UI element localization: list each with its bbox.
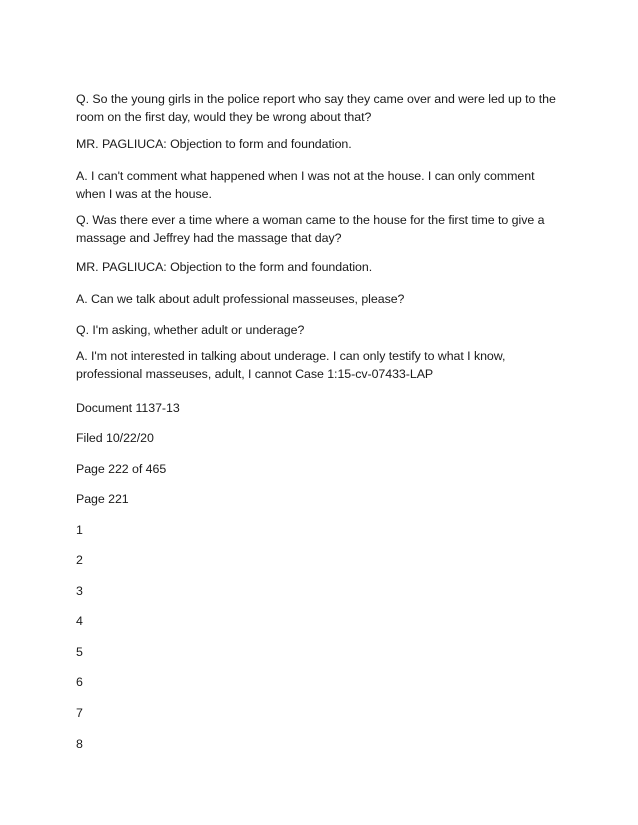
paragraph-answer-house: A. I can't comment what happened when I was not at the house. I can only comment when I was at the house. [76,169,535,201]
case-document-number: Document 1137-13 [76,401,180,415]
paragraph-answer-testify: A. I'm not interested in talking about underage. I can only testify to what I know, professional masseuses, adult, I cannot Case 1:15-cv-07433-LAP [76,349,506,381]
paragraph-question-police-report: Q. So the young girls in the police report who say they came over and were led up to the room on the first day, would they be wrong about that? [76,92,556,124]
line-number: 3 [76,584,83,598]
paragraph-objection-1: MR. PAGLIUCA: Objection to form and foundation. [76,137,352,151]
paragraph-objection-2: MR. PAGLIUCA: Objection to the form and foundation. [76,260,373,274]
line-number: 4 [76,614,83,628]
paragraph-question-underage: Q. I'm asking, whether adult or underage? [76,323,305,337]
paragraph-question-massage: Q. Was there ever a time where a woman came to the house for the first time to give a massage and Jeffrey had the massage that day? [76,213,545,245]
line-number: 1 [76,523,83,537]
line-number: 6 [76,675,83,689]
case-filed-date: Filed 10/22/20 [76,431,154,445]
line-number: 7 [76,706,83,720]
line-number: 8 [76,737,83,751]
line-number: 2 [76,553,83,567]
line-number: 5 [76,645,83,659]
case-page-number: Page 221 [76,492,129,506]
paragraph-answer-adult: A. Can we talk about adult professional masseuses, please? [76,292,405,306]
case-page-of: Page 222 of 465 [76,462,167,476]
